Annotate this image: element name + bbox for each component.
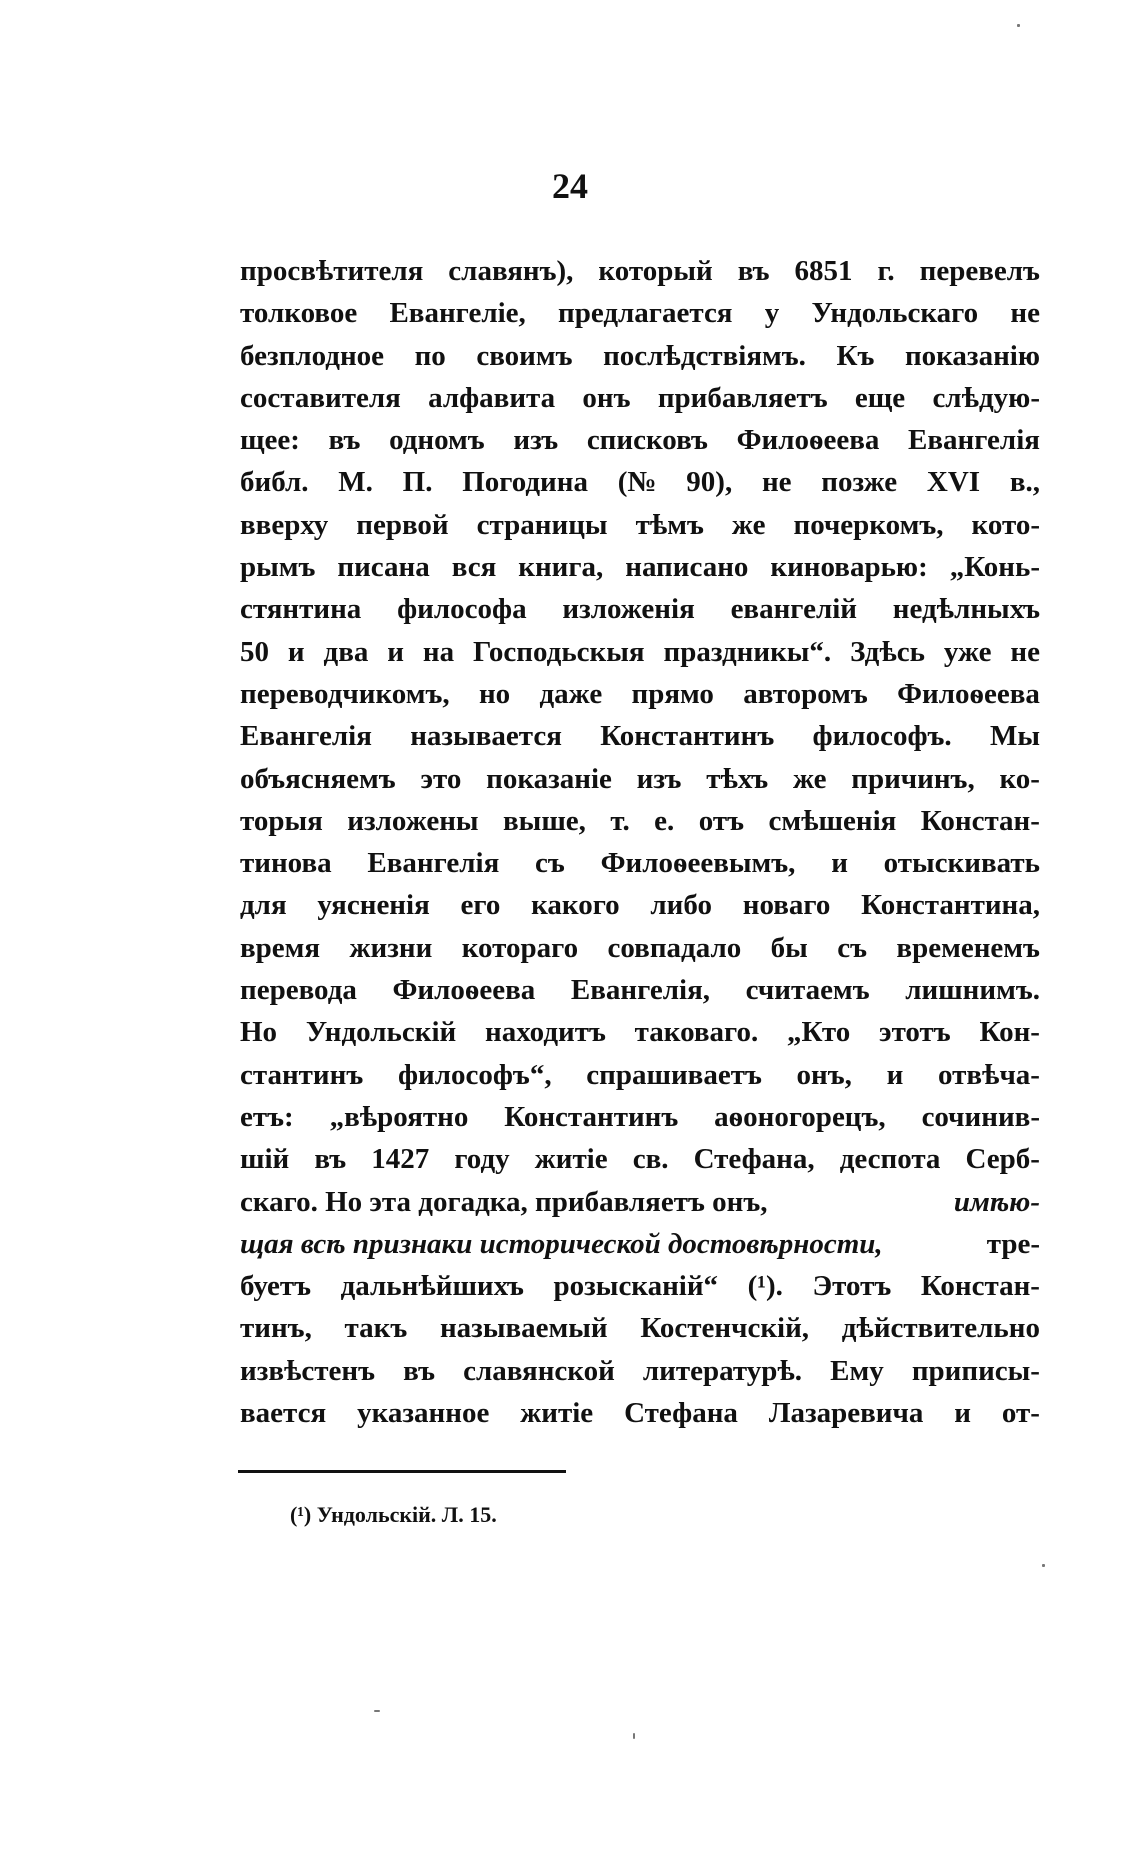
word: изъ <box>636 762 682 795</box>
word: и <box>387 635 404 668</box>
word: Констан- <box>920 1270 1040 1303</box>
page-number: 24 <box>552 166 588 206</box>
text-line-21 <box>240 1096 1040 1138</box>
word: Филоѳеева <box>392 974 536 1007</box>
word: называемый <box>439 1312 608 1345</box>
word: называется <box>410 720 562 753</box>
word: Константинъ <box>600 720 775 753</box>
word: житіе <box>534 1143 608 1176</box>
word: Евангеліе, <box>389 297 526 330</box>
text-line-22 <box>240 1138 1040 1180</box>
word: киноварью: <box>770 551 928 584</box>
text-line-25 <box>240 1265 1040 1307</box>
text-line-5 <box>240 419 1040 461</box>
word: въ <box>403 1354 435 1387</box>
word: Но <box>240 1016 278 1049</box>
word: его <box>460 889 501 922</box>
word: спрашиваетъ <box>586 1058 762 1091</box>
text-line-2 <box>240 292 1040 334</box>
word: считаемъ <box>745 974 870 1007</box>
word: написано <box>625 551 749 584</box>
text-line-15 <box>240 842 1040 884</box>
word: Стефана, <box>693 1143 815 1176</box>
word: г. <box>877 255 895 287</box>
word: деспота <box>839 1143 941 1176</box>
word: лишнимъ. <box>905 974 1040 1007</box>
word: изъ <box>513 424 559 457</box>
word: перевода <box>240 974 357 1007</box>
word: не <box>1010 297 1040 330</box>
word: „Кто <box>787 1016 851 1049</box>
text-line-24-italic: щая всѣ признаки исторической достовѣрности, <box>240 1227 883 1260</box>
word: евангелій <box>730 593 857 626</box>
word: стантинъ <box>240 1058 364 1091</box>
text-line-7 <box>240 504 1040 546</box>
word: 50 <box>240 635 269 668</box>
word: отъ <box>698 804 745 837</box>
text-line-23-italic: имѣю- <box>953 1185 1040 1218</box>
word: Погодина <box>462 466 588 499</box>
word: Констан- <box>920 804 1040 837</box>
word: и <box>886 1058 904 1091</box>
word: время <box>240 931 321 964</box>
text-line-8 <box>240 546 1040 588</box>
word: е. <box>654 804 675 837</box>
word: это <box>420 762 462 795</box>
main-text <box>240 250 1040 1434</box>
word: 6851 <box>794 255 853 287</box>
word: не <box>761 466 792 499</box>
word: находитъ <box>485 1016 606 1049</box>
word: одномъ <box>389 424 485 457</box>
word: т. <box>610 804 630 837</box>
word: онъ <box>582 381 631 414</box>
scan-speck <box>374 1710 380 1712</box>
word: Кон- <box>979 1016 1040 1049</box>
word: изложенія <box>562 593 695 626</box>
word: житіе <box>520 1397 594 1430</box>
word: вся <box>451 551 497 584</box>
word: на <box>422 635 455 668</box>
word: книга, <box>518 551 604 584</box>
text-line-19 <box>240 1011 1040 1053</box>
word: Этотъ <box>812 1270 892 1303</box>
text-line-27 <box>240 1350 1040 1392</box>
word: 90), <box>686 466 733 499</box>
word: вверху <box>240 508 329 541</box>
text-line-18 <box>240 969 1040 1011</box>
word: уясненія <box>317 889 430 922</box>
word: по <box>414 339 446 372</box>
word: составителя <box>240 381 401 414</box>
text-line-24-roman: тре- <box>986 1227 1040 1260</box>
word: Стефана <box>624 1397 738 1430</box>
word: своимъ <box>476 339 573 372</box>
word: „Конь- <box>949 551 1040 584</box>
word: даже <box>539 677 603 710</box>
word: бы <box>770 931 808 964</box>
word: славянской <box>463 1354 615 1387</box>
text-line-24 <box>240 1223 1040 1265</box>
word: какого <box>531 889 620 922</box>
word: вается <box>240 1397 327 1430</box>
word: выше, <box>503 804 586 837</box>
word: в., <box>1009 466 1040 499</box>
word: и <box>831 847 848 880</box>
word: указанное <box>357 1397 490 1430</box>
word: и <box>954 1397 971 1430</box>
word: „вѣроятно <box>329 1100 469 1133</box>
word: Евангелія <box>367 847 500 880</box>
word: безплодное <box>240 339 385 372</box>
word: Лазаревича <box>768 1397 924 1430</box>
word: году <box>454 1143 510 1176</box>
word: дѣйствительно <box>841 1312 1040 1345</box>
word: Ундольскій <box>305 1016 457 1049</box>
word: Евангелія <box>240 720 372 753</box>
scan-speck <box>1042 1564 1045 1567</box>
text-line-12 <box>240 715 1040 757</box>
word: объясняемъ <box>240 762 396 795</box>
word: св. <box>632 1143 669 1176</box>
word: философъ. <box>812 720 952 753</box>
word: смѣшенія <box>768 804 897 837</box>
word: праздникы“. <box>663 635 832 668</box>
word: Филоѳеевымъ, <box>600 847 796 880</box>
word: Мы <box>989 720 1040 753</box>
word: щее: <box>240 424 300 457</box>
word: первой <box>356 508 449 541</box>
word: Ундольскаго <box>811 297 979 330</box>
word: новаго <box>742 889 831 922</box>
word: ко- <box>999 762 1040 795</box>
word: етъ: <box>240 1100 294 1133</box>
text-line-20 <box>240 1054 1040 1096</box>
word: (¹). <box>747 1270 783 1303</box>
word: XVI <box>926 466 981 499</box>
text-line-14 <box>240 800 1040 842</box>
word: библ. <box>240 466 309 499</box>
word: Серб- <box>965 1143 1040 1176</box>
word: отвѣча- <box>938 1058 1040 1091</box>
word: философа <box>397 593 527 626</box>
word: стянтина <box>240 593 362 626</box>
word: съ <box>837 931 867 964</box>
word: же <box>792 762 827 795</box>
text-line-23-roman: скаго. Но эта догадка, прибавляетъ онъ, <box>240 1185 768 1218</box>
word: (№ <box>617 466 657 499</box>
word: переводчикомъ, <box>240 677 450 710</box>
word: прямо <box>631 677 714 710</box>
text-line-3 <box>240 335 1040 377</box>
word: еще <box>854 381 906 414</box>
word: писана <box>337 551 430 584</box>
text-line-4 <box>240 377 1040 419</box>
word: прибавляетъ <box>657 381 828 414</box>
word: Ему <box>830 1354 884 1387</box>
text-line-17 <box>240 927 1040 969</box>
word: Филоѳеева <box>736 424 880 457</box>
word: съ <box>535 847 565 880</box>
word: тѣхъ <box>706 762 769 795</box>
word: перевелъ <box>919 255 1040 287</box>
word: аѳоногорецъ, <box>714 1100 886 1133</box>
text-line-13 <box>240 758 1040 800</box>
word: показанію <box>904 339 1040 372</box>
word: для <box>240 889 287 922</box>
word: таковаго. <box>634 1016 759 1049</box>
word: и <box>287 635 305 668</box>
word: авторомъ <box>743 677 868 710</box>
word: либо <box>650 889 712 922</box>
word: Евангелія <box>908 424 1040 457</box>
word: отыскивать <box>883 847 1040 880</box>
word: который <box>598 255 713 287</box>
word: предлагается <box>558 297 733 330</box>
word: торыя <box>240 804 323 837</box>
word: литературѣ. <box>642 1354 803 1387</box>
word: Константинъ <box>504 1100 679 1133</box>
word: уже <box>943 635 992 668</box>
word: сочинив- <box>921 1100 1040 1133</box>
word: этотъ <box>879 1016 951 1049</box>
word: алфавита <box>428 381 556 414</box>
word: буетъ <box>240 1270 312 1303</box>
word: показаніе <box>486 762 612 795</box>
word: славянъ), <box>448 255 574 287</box>
word: онъ, <box>796 1058 852 1091</box>
word: два <box>323 635 369 668</box>
word: недѣлныхъ <box>892 593 1040 626</box>
text-line-26 <box>240 1307 1040 1349</box>
word: причинъ, <box>851 762 975 795</box>
text-line-1 <box>240 250 1040 292</box>
word: временемъ <box>896 931 1040 964</box>
word: 1427 <box>371 1143 430 1176</box>
text-line-11 <box>240 673 1040 715</box>
word: страницы <box>476 508 608 541</box>
word: тинъ, <box>240 1312 312 1345</box>
word: послѣдствіямъ. <box>603 339 806 372</box>
footnote-separator <box>238 1470 566 1473</box>
word: же <box>731 508 766 541</box>
word: от- <box>1001 1397 1040 1430</box>
word: тѣмъ <box>635 508 704 541</box>
word: котораго <box>461 931 579 964</box>
word: М. <box>338 466 373 499</box>
text-line-16 <box>240 884 1040 926</box>
word: Здѣсь <box>850 635 925 668</box>
word: совпадало <box>607 931 742 964</box>
word: рымъ <box>240 551 316 584</box>
text-line-6 <box>240 461 1040 503</box>
word: но <box>478 677 511 710</box>
word: извѣстенъ <box>240 1354 376 1387</box>
scan-speck <box>1017 24 1020 27</box>
word: не <box>1010 635 1040 668</box>
word: почеркомъ, <box>793 508 944 541</box>
word: тинова <box>240 847 332 880</box>
word: у <box>764 297 780 330</box>
word: изложены <box>347 804 479 837</box>
text-line-23 <box>240 1181 1040 1223</box>
word: философъ“, <box>397 1058 552 1091</box>
word: шій <box>240 1143 290 1176</box>
word: дальнѣйшихъ <box>340 1270 524 1303</box>
word: кото- <box>971 508 1040 541</box>
word: Къ <box>836 339 875 372</box>
word: жизни <box>349 931 433 964</box>
text-line-28 <box>240 1392 1040 1434</box>
word: просвѣтителя <box>240 255 424 287</box>
word: въ <box>314 1143 347 1176</box>
word: Господьскыя <box>473 635 645 668</box>
word: въ <box>328 424 361 457</box>
word: слѣдую- <box>932 381 1040 414</box>
word: Костенчскій, <box>640 1312 810 1345</box>
text-line-9 <box>240 588 1040 630</box>
text-line-10 <box>240 631 1040 673</box>
word: Филоѳеева <box>897 677 1040 710</box>
word: списковъ <box>586 424 708 457</box>
word: въ <box>737 255 770 287</box>
word: Константина, <box>861 889 1040 922</box>
word: толковое <box>240 297 358 330</box>
word: Евангелія, <box>570 974 711 1007</box>
scan-speck <box>633 1733 635 1739</box>
word: позже <box>821 466 898 499</box>
word: розысканій“ <box>553 1270 719 1303</box>
word: П. <box>402 466 433 499</box>
word: приписы- <box>911 1354 1040 1387</box>
word: такъ <box>344 1312 408 1345</box>
footnote: (¹) Ундольскій. Л. 15. <box>290 1502 497 1527</box>
